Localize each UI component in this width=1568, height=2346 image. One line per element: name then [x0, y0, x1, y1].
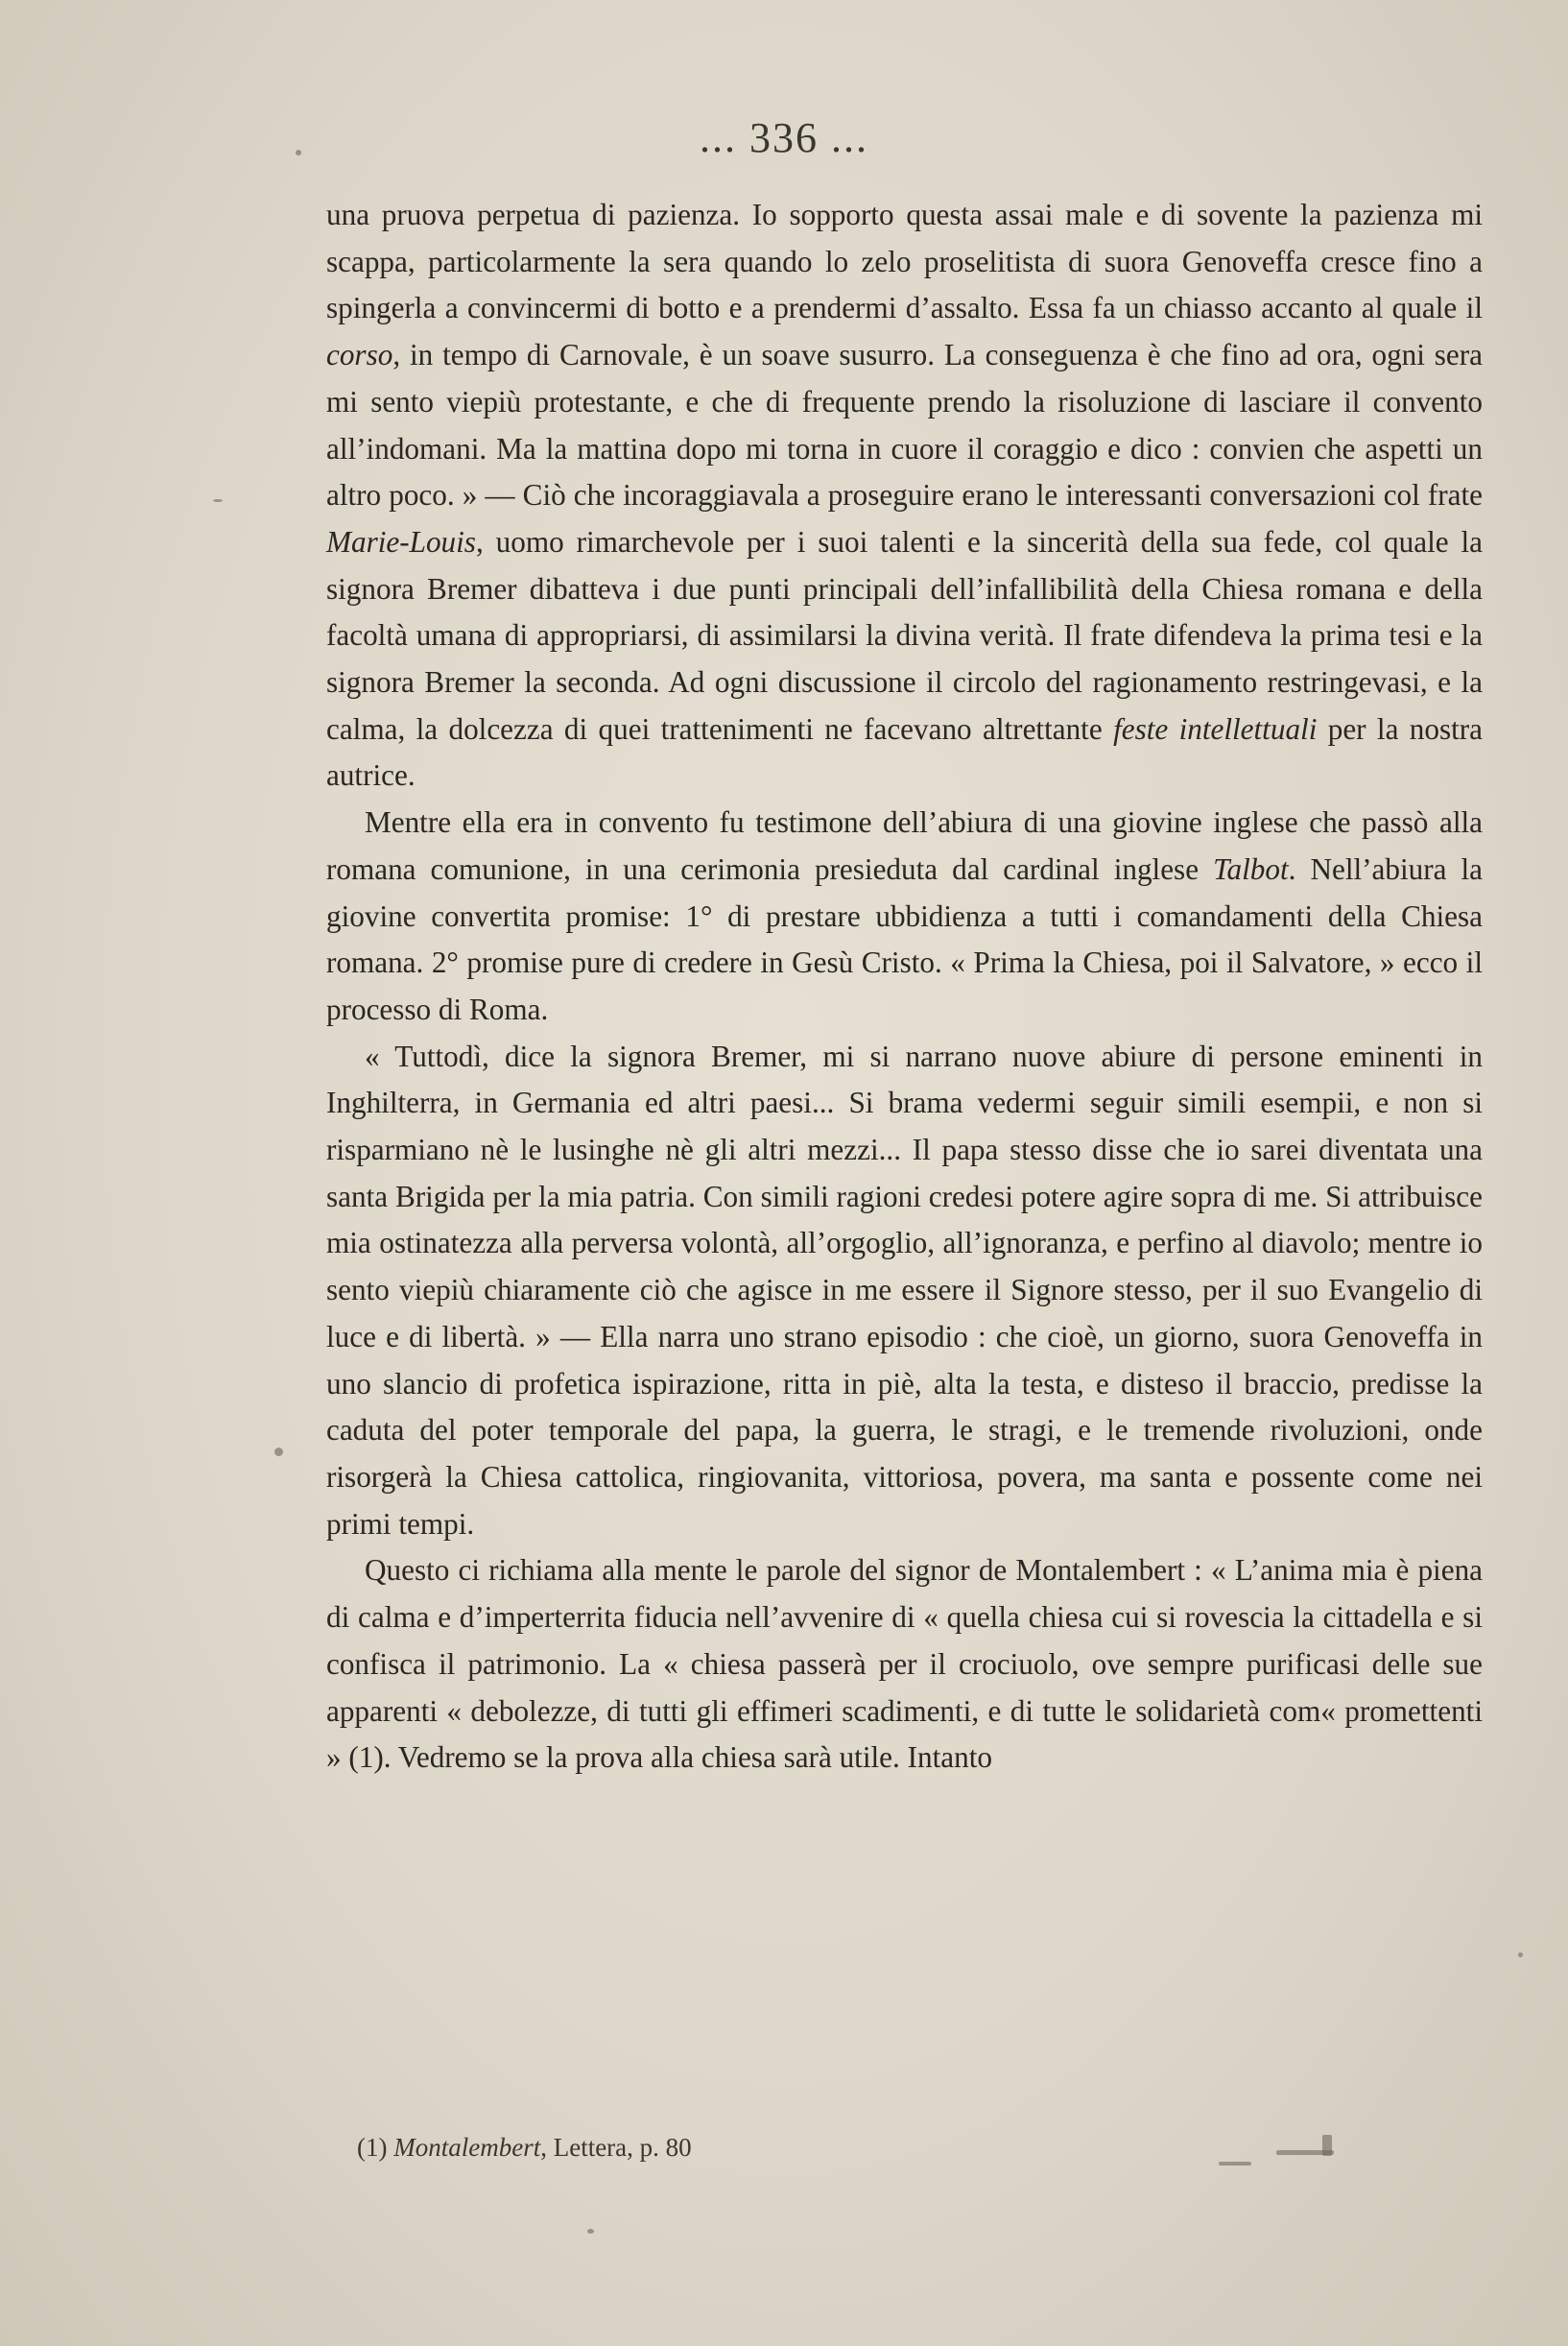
paragraph	[326, 1034, 1483, 1548]
text-run: . Nell’abiura la giovine convertita promise: 1° di prestare ubbidienza a tutti i comandamenti della Chiesa romana. 2° promise pure di credere in Gesù Cristo. « Prima la Chiesa, poi il Salvatore, » ecco il processo di Roma.	[326, 851, 1483, 1026]
text-run: Questo ci richiama alla mente le parole del signor de Montalembert : « L’anima mia è piena di calma e d’imperterrita fiducia nell’avvenire di « quella chiesa cui si rovescia la cittadella e si confisca il patrimonio. La « chiesa passerà per il crociuolo, ove sempre purificasi delle sue apparenti « debolezze, di tutti gli effimeri scadimenti, e di tutte le solidarietà com« promettenti » (1). Vedremo se la prova alla chiesa sarà utile. Intanto	[326, 1553, 1483, 1775]
text-run: , uomo rimarchevole per i suoi talenti e la sincerità della sua fede, col quale la signora Bremer dibatteva i due punti principali dell’infallibilità della Chiesa romana e della facoltà umana di appropriarsi, di assimilarsi la divina verità. Il frate difendeva la prima tesi e la signora Bremer la seconda. Ad ogni discussione il circolo del ragionamento restringevasi, e la calma, la dolcezza di quei trattenimenti ne facevano altrettante	[326, 524, 1483, 746]
footnote	[357, 2133, 1221, 2163]
ink-smudge	[1322, 2135, 1332, 2156]
footnote-reference: , Lettera, p. 80	[540, 2133, 692, 2162]
text-run: per la nostra autrice.	[326, 711, 1484, 793]
italic-text: feste intellettuali	[1113, 711, 1318, 746]
text-run: , in tempo di Carnovale, è un soave susurro. La conseguenza è che fino ad ora, ogni sera mi sento viepiù protestante, e che di frequente prendo la risoluzione di lasciare il convento all’indomani. Ma la mattina dopo mi torna in cuore il coraggio e dico : convien che aspetti un altro poco. » — Ciò che incoraggiavala a proseguire erano le interessanti conversazioni col frate	[326, 338, 1483, 513]
footnote-marker: (1)	[357, 2133, 394, 2162]
ink-smudge	[1219, 2162, 1251, 2166]
page-number: ... 336 ...	[700, 114, 868, 161]
scan-speck	[274, 1448, 283, 1456]
paragraph	[326, 192, 1483, 800]
scan-speck	[1518, 1952, 1523, 1957]
body-text	[326, 192, 1483, 1782]
italic-text: corso	[326, 338, 393, 372]
footnote-author: Montalembert	[393, 2133, 541, 2162]
scan-speck	[587, 2229, 594, 2234]
scan-speck	[296, 150, 301, 156]
italic-text: Talbot	[1213, 851, 1289, 886]
italic-text: Marie-Louis	[326, 524, 476, 559]
paragraph	[326, 1547, 1483, 1782]
text-run: Mentre ella era in convento fu testimone dell’abiura di una giovine inglese che passò alla romana comunione, in una cerimonia presieduta dal cardinal inglese	[326, 805, 1483, 886]
scan-speck	[213, 499, 223, 502]
paragraph	[326, 800, 1483, 1034]
text-run: una pruova perpetua di pazienza. Io sopporto questa assai male e di sovente la pazienza mi scappa, particolarmente la sera quando lo zelo proselitista di suora Genoveffa cresce fino a spingerla a convincermi di botto e a prendermi d’assalto. Essa fa un chiasso accanto al quale il	[326, 198, 1483, 325]
text-run: « Tuttodì, dice la signora Bremer, mi si narrano nuove abiure di persone eminenti in Inghilterra, in Germania ed altri paesi... Si brama vedermi seguir simili esempii, e non si risparmiano nè le lusinghe nè gli altri mezzi... Il papa stesso disse che io sarei diventata una santa Brigida per la mia patria. Con simili ragioni credesi potere agire sopra di me. Si attribuisce mia ostinatezza alla perversa volontà, all’orgoglio, all’ignoranza, e perfino al diavolo; mentre io sento viepiù chiaramente ciò che agisce in me essere il Signore stesso, per il suo Evangelio di luce e di libertà. » — Ella narra uno strano episodio : che cioè, un giorno, suora Genoveffa in uno slancio di profetica ispirazione, ritta in piè, alta la testa, e disteso il braccio, predisse la caduta del poter temporale del papa, la guerra, le stragi, e le tremende rivoluzioni, onde risorgerà la Chiesa cattolica, ringiovanita, vittoriosa, povera, ma santa e possente come nei primi tempi.	[326, 1039, 1483, 1541]
